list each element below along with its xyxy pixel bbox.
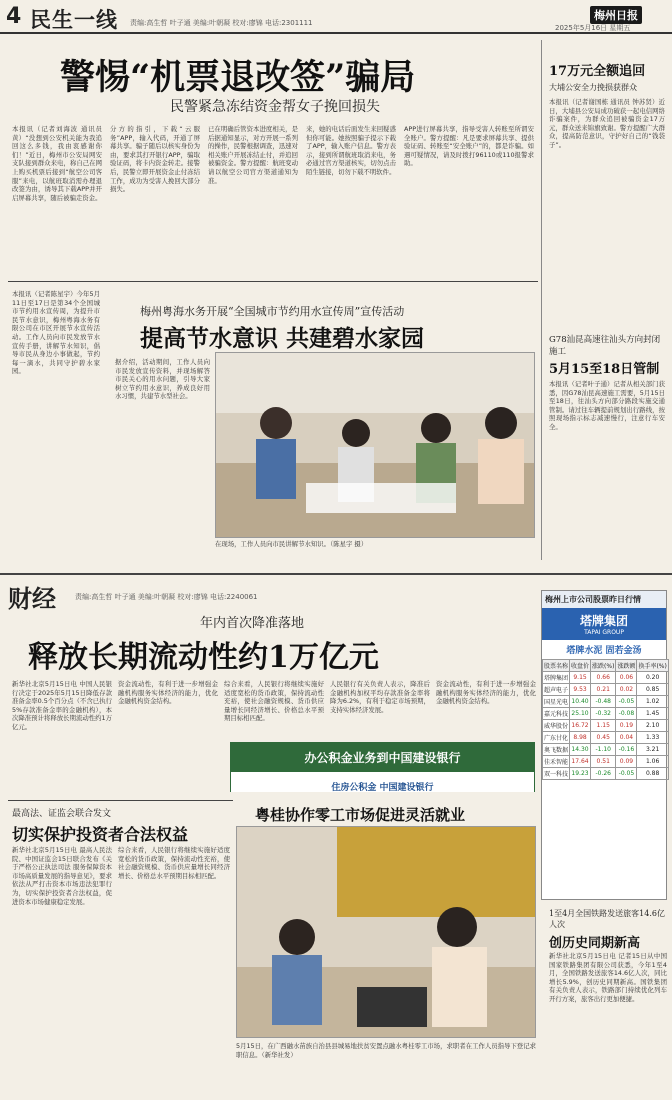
guangxi-photo-image (237, 827, 536, 1038)
top-col-2: 分方的指引，下载“云服务”APP，输入代码，开通了屏幕共享。骗子随后以核实身份为由，要求其打开银行APP，骗取验证码，将卡内资金转走。接警后，民警立即开展资金止付冻结工作，成功为受害人挽回大部分损失。 (110, 125, 200, 194)
stock-cell: 0.09 (616, 756, 637, 768)
investor-col-b: 综合来看，人民银行将继续实施好适度宽松的货币政策，保持流动性充裕，使社会融资规模、货币供应量增长同经济增长、价格总水平预期目标相匹配。 (118, 846, 230, 880)
stock-cell: 19.23 (570, 768, 591, 780)
water-caption: 在现场，工作人员向市民讲解节水知识。（陈星宇 摄） (215, 540, 368, 548)
water-photo-image (216, 353, 535, 538)
top-col-4: 来，她的电话后面发生来回疑惑但你可能。她按照骗子提示下载了APP，输入账户信息。警方表示，接到所谓航班取消来电，务必通过官方渠道核实，切勿点击陌生链接，切勿下载不明软件。 (306, 125, 396, 176)
ad-title: 办公积金业务到中国建设银行 (304, 751, 461, 765)
table-row (543, 768, 669, 780)
stock-table (542, 659, 669, 780)
table-row (543, 756, 669, 768)
top-headline: 警惕“机票退改签”骗局 (60, 57, 416, 98)
stock-cell: 佳禾智能 (543, 756, 570, 768)
paper-logo: 梅州日报 (590, 6, 642, 24)
guangxi-photo (236, 826, 536, 1038)
right-body-2: 本报讯（记者叶子通）记者从相关部门获悉，因G78汕昆高速施工需要，5月15日至18日，往汕头方向部分路段实施交通管制。请过往车辆提前规划出行路线，按照现场指示标志减速慢行，注意行车安全。 (549, 380, 665, 431)
table-row (543, 696, 669, 708)
stock-cell: 0.85 (637, 684, 668, 696)
guangxi-caption: 5月15日，在广西融水苗族自治县县城易地扶贫安置点融水粤桂零工市场，求职者在工作人员指导下登记求职信息。（新华社发） (236, 1042, 536, 1059)
stock-cell: -1.10 (591, 744, 616, 756)
rail-headline: 创历史同期新高 (549, 936, 641, 951)
investor-headline: 切实保护投资者合法权益 (12, 825, 189, 844)
section-divider (0, 573, 672, 575)
editor-credits: 责编:高生哲 叶子通 美编:叶朝凝 校对:廖锦 电话:2301111 (130, 19, 313, 27)
stock-header-3: 涨跌额 (616, 660, 637, 672)
guangxi-headline: 粤桂协作零工市场促进灵活就业 (255, 806, 466, 824)
top-col-1: 本报讯（记者刘海波 通讯员 黄）“没想到公安机关能为我追回这么多钱，我由衷感谢你们！”近日，梅州市公安局网安支队接到群众来电，称自己在网上购买机票后接到“航空公司客服”来电，以航班取消需办理退改签为由，诱导其下载APP并开启屏幕共享，随后被骗走资金。 (12, 125, 102, 202)
right-headline-2: G78汕昆高速往汕头方向封闭施工 (549, 335, 661, 357)
top-col-5: APP进行屏幕共享，指导受害人转账至所谓安全账户。警方提醒：凡是要求屏幕共享、提供验证码、转账至“安全账户”的，都是诈骗。如遇可疑情况，请及时拨打96110或110报警求助。 (404, 125, 534, 168)
right-body-1: 本报讯（记者谢国栋 通讯员 钟苏贤）近日，大埔县公安局成功破获一起电信网络诈骗案件，为群众追回被骗资金17万元，群众送来锦旗致谢。警方提醒广大群众，提高防范意识，守护好自己的“钱袋子”。 (549, 98, 665, 149)
tapai-brand: 塔牌集团 (579, 614, 628, 628)
investor-kicker: 最高法、证监会联合发文 (12, 809, 112, 819)
stock-cell: 国星光电 (543, 696, 570, 708)
stock-cell: -0.16 (616, 744, 637, 756)
stock-cell: 0.04 (616, 732, 637, 744)
finance-kicker: 年内首次降准落地 (200, 616, 305, 631)
stock-cell: 9.15 (570, 672, 591, 684)
stock-cell: -0.48 (591, 696, 616, 708)
stock-cell: 0.51 (591, 756, 616, 768)
stock-cell: 威华股份 (543, 720, 570, 732)
stock-cell: -0.32 (591, 708, 616, 720)
column-rule (541, 40, 542, 560)
water-headline: 提高节水意识 共建碧水家园 (140, 325, 425, 352)
stock-cell: 塔牌集团 (543, 672, 570, 684)
page-header (0, 0, 672, 34)
stock-cell: 2.10 (637, 720, 668, 732)
right-headline-3: 5月15至18日管制 (549, 362, 660, 377)
stock-cell: 0.45 (591, 732, 616, 744)
stock-cell: 1.33 (637, 732, 668, 744)
finance-col-c: 综合来看，人民银行将继续实施好适度宽松的货币政策，保持流动性充裕，使社会融资规模、货币供应量增长同经济增长、价格总水平预期目标相匹配。 (224, 680, 324, 723)
stock-cell: 10.40 (570, 696, 591, 708)
stock-cell: -0.08 (616, 708, 637, 720)
tapai-brand-en: TAPAI GROUP (584, 629, 624, 636)
right-sub-1: 大埔公安全力挽损获群众 (549, 83, 637, 92)
finance-section-title: 财经 (8, 585, 56, 613)
table-row (543, 672, 669, 684)
stock-cell: -0.05 (616, 696, 637, 708)
divider (8, 281, 538, 282)
stock-cell: 8.98 (570, 732, 591, 744)
top-col-3: 已在明确后管资本进度相关，是后据通知显示，对方开展一系列的操作，民警根据调查，迅速对相关账户开展冻结止付，并追回被骗资金。警方提醒：航班变动请以航空公司官方渠道通知为准。 (208, 125, 298, 185)
stock-header-2: 涨跌(%) (591, 660, 616, 672)
section-title: 民生一线 (30, 8, 118, 32)
stock-title: 梅州上市公司股票昨日行情 (542, 591, 666, 608)
finance-col-e: 资金流动性，有利于进一步增强金融机构服务实体经济的能力，优化金融机构资金结构。 (436, 680, 536, 706)
stock-cell: 17.64 (570, 756, 591, 768)
stock-cell: 16.72 (570, 720, 591, 732)
stock-cell: -0.05 (616, 768, 637, 780)
stock-cell: 奥飞数据 (543, 744, 570, 756)
stock-cell: 超声电子 (543, 684, 570, 696)
finance-col-a: 新华社北京5月15日电 中国人民银行决定于2025年5月15日降低存款准备金率0.5个百分点（不含已执行5%存款准备金率的金融机构），本次降准预计将释放长期流动性约1万亿元。 (12, 680, 112, 731)
table-row (543, 732, 669, 744)
investor-col-a: 新华社北京5月15日电 最高人民法院、中国证监会15日联合发布《关于严格公正执法司法 服务保障资本市场高质量发展的指导意见》，要求依法从严打击资本市场违法犯罪行为，切实保护投资者合法权益，促进资本市场健康稳定发展。 (12, 846, 112, 906)
water-kicker: 梅州粤海水务开展“全国城市节约用水宣传周”宣传活动 (140, 305, 405, 318)
table-row (543, 708, 669, 720)
tapai-slogan: 塔牌水泥 固若金汤 (566, 646, 642, 656)
rail-body: 新华社北京5月15日电 记者15日从中国国家铁路集团有限公司获悉，今年1至4月，全国铁路发送旅客14.6亿人次，同比增长5.9%，创历史同期新高。国铁集团有关负责人表示，铁路部门持续优化列车开行方案，旅客出行更加便捷。 (549, 952, 667, 1003)
stock-cell: 0.02 (616, 684, 637, 696)
water-col-mid: 据介绍，活动期间，工作人员向市民发放宣传资料，并现场解答市民关心的用水问题，引导大家树立节约用水意识，养成良好用水习惯，共建节水型社会。 (115, 358, 210, 401)
stock-cell: 25.10 (570, 708, 591, 720)
right-headline-1: 17万元全额追回 (549, 64, 646, 79)
ad-logos: 住房公积金 中国建设银行 (231, 772, 534, 792)
finance-col-b: 资金流动性，有利于进一步增强金融机构服务实体经济的能力，优化金融机构资金结构。 (118, 680, 218, 706)
table-row (543, 720, 669, 732)
page-number: 4 (6, 4, 22, 29)
stock-cell: 0.21 (591, 684, 616, 696)
finance-headline: 释放长期流动性约1万亿元 (28, 640, 379, 675)
issue-date: 2025年5月16日 星期五 (555, 24, 631, 32)
finance-editor-credits: 责编:高生哲 叶子通 美编:叶朝凝 校对:廖锦 电话:2240061 (75, 593, 258, 601)
stock-cell: 9.53 (570, 684, 591, 696)
stock-cell: 0.20 (637, 672, 668, 684)
rail-kicker: 1至4月全国铁路发送旅客14.6亿人次 (549, 909, 665, 929)
stock-header-4: 换手率(%) (637, 660, 668, 672)
finance-col-d: 人民银行有关负责人表示，降准后金融机构加权平均存款准备金率将降为6.2%，有利于稳定市场预期，支持实体经济发展。 (330, 680, 430, 714)
stock-cell: 1.15 (591, 720, 616, 732)
stock-cell: 1.06 (637, 756, 668, 768)
ccb-advert (230, 742, 535, 792)
stock-cell: 14.30 (570, 744, 591, 756)
stock-cell: 0.66 (591, 672, 616, 684)
stock-header-1: 收盘价 (570, 660, 591, 672)
table-row (543, 744, 669, 756)
top-subhead: 民警紧急冻结资金帮女子挽回损失 (170, 99, 380, 115)
stock-cell: -0.26 (591, 768, 616, 780)
stock-cell: 1.02 (637, 696, 668, 708)
stock-cell: 0.19 (616, 720, 637, 732)
water-col-left: 本报讯（记者陈星宇）今年5月11日至17日是第34个全国城市节约用水宣传周，为提升市民节水意识，梅州粤海水务有限公司在市区开展节水宣传活动。工作人员向市民发放节水宣传手册，讲解节水知识，倡导市民从身边小事做起，节约每一滴水，共同守护碧水家园。 (12, 290, 100, 376)
water-photo (215, 352, 535, 538)
stock-cell: 0.88 (637, 768, 668, 780)
stock-header-0: 股票名称 (543, 660, 570, 672)
stock-panel (541, 590, 667, 900)
stock-cell: 广东甘化 (543, 732, 570, 744)
stock-cell: 双一科技 (543, 768, 570, 780)
stock-cell: 1.45 (637, 708, 668, 720)
stock-cell: 嘉元科技 (543, 708, 570, 720)
table-row (543, 684, 669, 696)
stock-cell: 0.06 (616, 672, 637, 684)
divider (8, 800, 233, 801)
stock-cell: 3.21 (637, 744, 668, 756)
tapai-banner (542, 608, 666, 640)
